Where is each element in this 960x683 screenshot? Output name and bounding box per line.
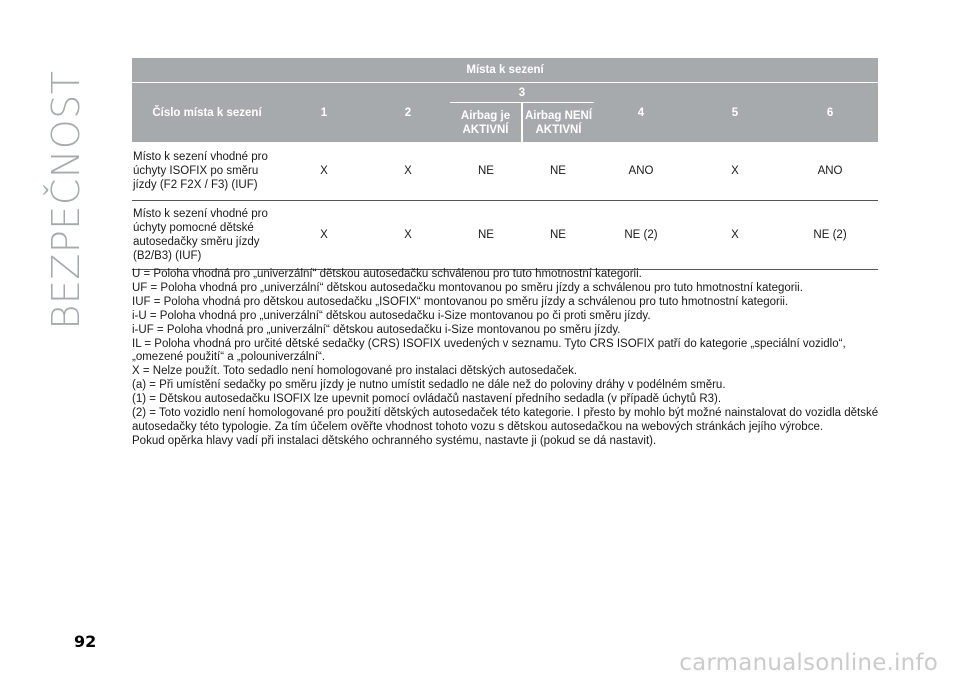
seating-positions-table xyxy=(132,58,878,270)
table-cell: ANO xyxy=(782,142,878,201)
airbag-active-header: Airbag je AKTIVNÍ xyxy=(450,103,522,143)
note-line: i-U = Poloha vhodná pro „univerzální“ dětskou autosedačku i-Size montovanou po či proti směru jízdy. xyxy=(132,309,651,322)
row-label: Místo k sezení vhodné pro úchyty ISOFIX po směru jízdy (F2 F2X / F3) (IUF) xyxy=(132,142,282,201)
row-label: Místo k sezení vhodné pro úchyty pomocné dětské autosedačky směru jízdy (B2/B3) (IUF) xyxy=(132,201,282,270)
note-line: (1) = Dětskou autosedačku ISOFIX lze upevnit pomocí ovládačů nastavení předního sedadla (v případě úchytů R3). xyxy=(132,393,722,406)
table-cell: X xyxy=(366,142,450,201)
legend-notes xyxy=(132,268,880,449)
note-line: i-UF = Poloha vhodná pro „univerzální“ dětskou autosedačku i-Size montovanou po směru jízdy. xyxy=(132,323,621,336)
seat-col-6-header: 6 xyxy=(782,83,878,143)
note-line: UF = Poloha vhodná pro „univerzální“ dětskou autosedačku montovanou po směru jízdy a schválenou pro tuto hmotnostní kategorii. xyxy=(132,281,803,294)
table-row xyxy=(132,142,878,201)
seat-col-1-header: 1 xyxy=(282,83,366,143)
seat-col-5-header: 5 xyxy=(688,83,782,143)
table-cell: X xyxy=(366,201,450,270)
note-line: X = Nelze použít. Toto sedadlo není homologované pro instalaci dětských autosedaček. xyxy=(132,365,578,378)
note-line: IL = Poloha vhodná pro určité dětské sedačky (CRS) ISOFIX uvedených v seznamu. Tyto CRS ISOFIX patří do kategorie „speciální vozidlo“, „omezené použití“ a „polouniverzální“. xyxy=(132,337,846,364)
table-cell: X xyxy=(282,201,366,270)
note-line: (2) = Toto vozidlo není homologované pro použití dětských autosedaček této kategorie. I přesto by mohlo být možné nainstalovat do vozidla dětské autosedačky této typologie. Za tím účelem ověřte vhodnost tohoto vozu s dětskou autosedačkou na webových stránkách jejího výrobce. xyxy=(132,407,879,433)
table-cell: NE xyxy=(450,142,522,201)
section-title: BEZPEČNOST xyxy=(44,70,88,330)
airbag-inactive-header: Airbag NENÍ AKTIVNÍ xyxy=(522,103,594,143)
seat-number-header: Číslo místa k sezení xyxy=(132,83,282,143)
page-number: 92 xyxy=(74,632,97,651)
table-title: Místa k sezení xyxy=(132,58,878,83)
table-cell: ANO xyxy=(594,142,688,201)
note-line: (a) = Při umístění sedačky po směru jízdy je nutno umístit sedadlo ne dále než do poloviny dráhy v podélném směru. xyxy=(132,379,726,392)
seat-col-4-header: 4 xyxy=(594,83,688,143)
table-cell: NE xyxy=(450,201,522,270)
seat-col-3-header: 3 xyxy=(450,83,594,103)
table-row xyxy=(132,201,878,270)
table-cell: X xyxy=(688,201,782,270)
note-line: Pokud opěrka hlavy vadí při instalaci dětského ochranného systému, nastavte ji (pokud se dá nastavit). xyxy=(132,434,657,447)
watermark: carmanualsonline.info xyxy=(679,650,938,676)
table-cell: NE xyxy=(522,201,594,270)
table-cell: X xyxy=(282,142,366,201)
table-cell: NE xyxy=(522,142,594,201)
table-cell: NE (2) xyxy=(594,201,688,270)
seat-col-2-header: 2 xyxy=(366,83,450,143)
table-cell: NE (2) xyxy=(782,201,878,270)
note-line: IUF = Poloha vhodná pro dětskou autosedačku „ISOFIX“ montovanou po směru jízdy a schválenou pro tuto hmotnostní kategorii. xyxy=(132,295,789,308)
note-line: U = Poloha vhodná pro „univerzální“ dětskou autosedačku schválenou pro tuto hmotnostní kategorii. xyxy=(132,268,642,280)
table-cell: X xyxy=(688,142,782,201)
